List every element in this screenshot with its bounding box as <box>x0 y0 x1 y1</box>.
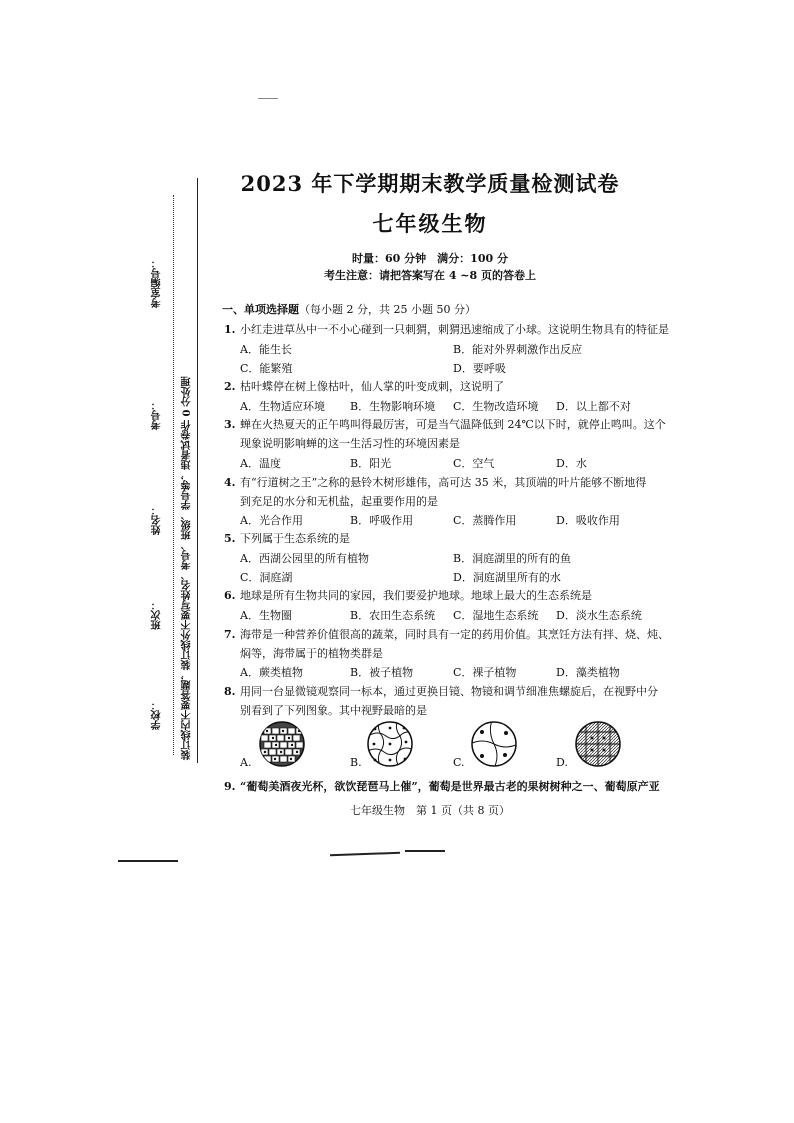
q5-option-a: A．西湖公园里的所有植物 <box>240 552 369 565</box>
question-4-cont: 到充足的水分和无机盐，起重要作用的是 <box>240 495 438 508</box>
q2-option-c: C．生物改造环境 <box>453 400 539 413</box>
q8-image-c <box>470 720 518 768</box>
question-7-cont: 焖等，海带属于的植物类群是 <box>240 647 383 660</box>
section-title: 一、单项选择题 <box>222 303 299 316</box>
q3-option-b: B．阳光 <box>350 457 392 470</box>
page-footer: 七年级生物 第 1 页（共 8 页） <box>350 804 510 817</box>
q8-option-a: A. <box>240 756 252 769</box>
binding-line <box>197 178 198 763</box>
binding-dotted-line <box>173 195 174 755</box>
question-7: 7. 海带是一种营养价值很高的蔬菜，同时具有一定的药用价值。其烹饪方法有拌、烧、炖、 <box>224 628 669 641</box>
question-1: 1. 小红走进草丛中一不小心碰到一只刺猬，刺猬迅速缩成了小球。这说明生物具有的特征是 <box>224 323 669 336</box>
binding-instruction: 装订线内不要答题，装订线外不要写姓名、考号、班级、学号等，违者试卷作 0 分处理 <box>182 376 193 760</box>
q3-option-c: C．空气 <box>453 457 495 470</box>
q8-option-b: B. <box>350 756 362 769</box>
exam-notice: 考生注意：请把答案写在 4 ~8 页的答卷上 <box>323 269 536 282</box>
q8-image-a <box>258 720 306 768</box>
section-heading <box>222 301 476 317</box>
q1-option-b: B．能对外界刺激作出反应 <box>453 343 583 356</box>
q3-option-a: A．温度 <box>240 457 281 470</box>
q6-option-a: A．生物圈 <box>240 609 292 622</box>
exam-room-label: 考室编号： <box>152 258 163 308</box>
section-note: （每小题 2 分，共 25 小题 50 分） <box>299 303 476 316</box>
q6-option-b: B．农田生态系统 <box>350 609 436 622</box>
q4-option-d: D．吸收作用 <box>556 514 620 527</box>
q7-option-c: C．裸子植物 <box>453 666 517 679</box>
question-9: 9. “葡萄美酒夜光杯，欲饮琵琶马上催”，葡萄是世界最古老的果树树种之一、葡萄原产亚 <box>224 780 660 793</box>
q6-option-c: C．湿地生态系统 <box>453 609 539 622</box>
q3-option-d: D．水 <box>556 457 587 470</box>
question-5: 5. 下列属于生态系统的是 <box>224 532 350 545</box>
seat-number-label: 考号： <box>152 400 163 430</box>
scan-mark <box>330 852 400 856</box>
exam-meta: 时量：60 分钟 满分：100 分 <box>352 252 508 265</box>
q2-option-b: B．生物影响环境 <box>350 400 436 413</box>
q4-option-c: C．蒸腾作用 <box>453 514 517 527</box>
q8-option-c: C. <box>453 756 465 769</box>
scan-mark <box>258 98 278 99</box>
q5-option-d: D．洞庭湖里所有的水 <box>453 571 561 584</box>
exam-subtitle: 七年级生物 <box>372 211 488 236</box>
q2-option-a: A．生物适应环境 <box>240 400 325 413</box>
q5-option-c: C．洞庭湖 <box>240 571 293 584</box>
exam-title: 2023 年下学期期末教学质量检测试卷 <box>240 171 620 196</box>
scan-mark <box>118 860 178 862</box>
q4-option-a: A．光合作用 <box>240 514 303 527</box>
q1-option-a: A．能生长 <box>240 343 292 356</box>
question-3: 3. 蝉在火热夏天的正午鸣叫得最厉害，可是当气温降低到 24℃以下时，就停止鸣叫。这个 <box>224 418 666 431</box>
question-8: 8. 用同一台显微镜观察同一标本，通过更换目镜、物镜和调节细准焦螺旋后，在视野中分 <box>224 685 658 698</box>
q8-image-b <box>366 720 414 768</box>
q6-option-d: D．淡水生态系统 <box>556 609 642 622</box>
q5-option-b: B．洞庭湖里的所有的鱼 <box>453 552 572 565</box>
name-label: 姓名： <box>152 505 163 535</box>
question-2: 2. 枯叶蝶停在树上像枯叶，仙人掌的叶变成刺，这说明了 <box>224 380 504 393</box>
q1-option-c: C．能繁殖 <box>240 362 293 375</box>
q1-option-d: D．要呼吸 <box>453 362 506 375</box>
q7-option-b: B．被子植物 <box>350 666 414 679</box>
scan-mark <box>405 850 445 852</box>
q8-option-d: D. <box>556 756 568 769</box>
q7-option-a: A．蕨类植物 <box>240 666 303 679</box>
q8-image-d <box>574 720 622 768</box>
q4-option-b: B．呼吸作用 <box>350 514 414 527</box>
question-3-cont: 现象说明影响蝉的这一生活习性的环境因素是 <box>240 437 460 450</box>
question-4: 4. 有“行道树之王”之称的悬铃木树形雄伟，高可达 35 米，其顶端的叶片能够不断地得 <box>224 476 647 489</box>
question-8-cont: 别看到了下列图象。其中视野最暗的是 <box>240 704 427 717</box>
q2-option-d: D．以上都不对 <box>556 400 631 413</box>
class-label: 班次： <box>152 600 163 630</box>
q7-option-d: D．藻类植物 <box>556 666 620 679</box>
school-label: 学校： <box>152 700 163 730</box>
question-6: 6. 地球是所有生物共同的家园，我们要爱护地球。地球上最大的生态系统是 <box>224 589 592 602</box>
